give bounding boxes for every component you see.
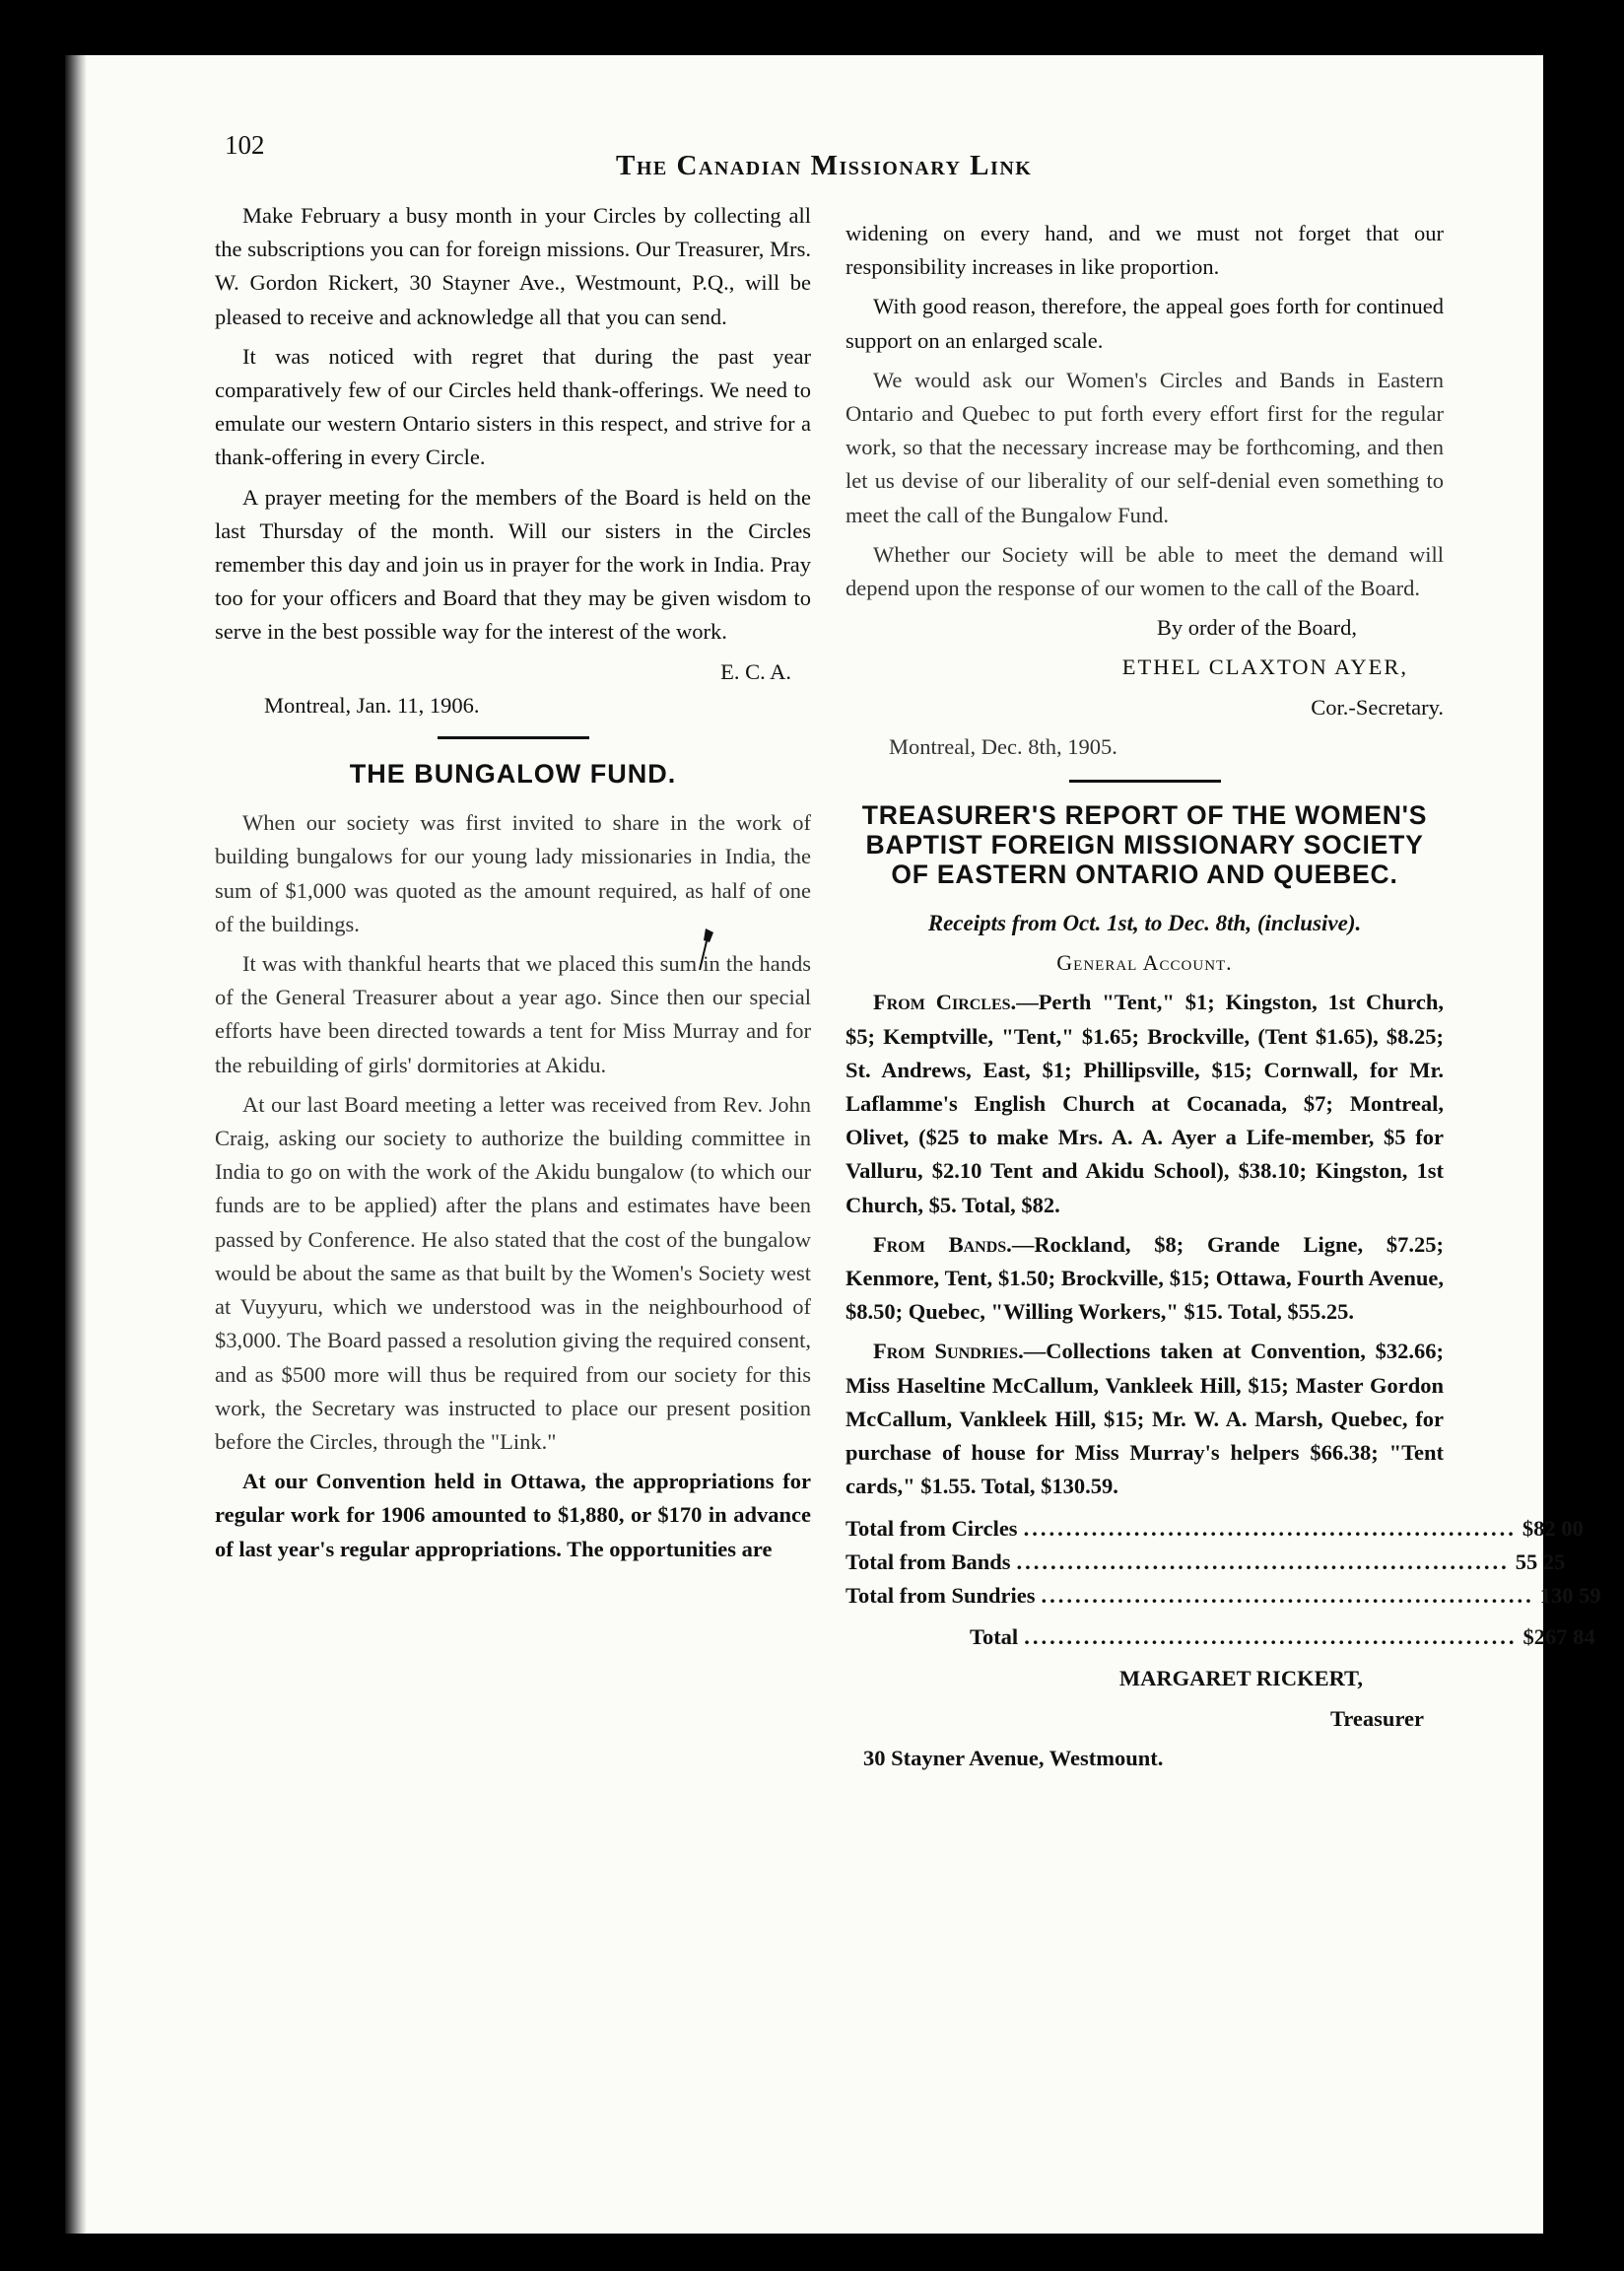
totals-row [846, 1512, 1584, 1546]
from-bands-entry [846, 1228, 1444, 1330]
leader-dots: .......................................................... [1024, 1624, 1518, 1650]
intro-paragraph: Make February a busy month in your Circles by collecting all the subscriptions you can for foreign missions. Our Treasurer, Mrs. W. Gordon Rickert, 30 Stayner Ave., Westmount, P.Q., will be pleased to receive and acknowledge all that you can send. [215, 203, 811, 329]
from-sundries-label: From Sundries. [873, 1339, 1024, 1364]
totals-amount: 55 25 [1515, 1548, 1566, 1574]
totals-dollar: $ [1522, 1515, 1534, 1541]
grand-total-row [846, 1620, 1595, 1654]
leader-dots: .......................................................... [1023, 1515, 1517, 1541]
grand-total-label: Total [970, 1624, 1019, 1650]
article-paragraph: widening on every hand, and we must not forget that our responsibility increases in like proportion. [846, 221, 1444, 280]
treasurer-address: 30 Stayner Avenue, Westmount. [863, 1745, 1164, 1770]
article-paragraph: With good reason, therefore, the appeal goes forth for continued support on an enlarged scale. [846, 294, 1444, 353]
article-paragraph: At our Convention held in Ottawa, the appropriations for regular work for 1906 amounted to $1,880, or $170 in advance of last year's regular appropriations. The opportunities are [215, 1469, 811, 1561]
right-column [846, 217, 1601, 1775]
report-title: TREASURER'S REPORT OF THE WOMEN'S BAPTIST FOREIGN MISSIONARY SOCIETY OF EASTERN ONTARIO AND QUEBEC. [861, 800, 1428, 890]
treasurer-name: MARGARET RICKERT, [1118, 1666, 1363, 1691]
signature-dateline: Montreal, Dec. 8th, 1905. [889, 733, 1117, 759]
treasurer-title: Treasurer [1330, 1705, 1424, 1731]
author-initials: E. C. A. [720, 658, 791, 684]
pencil-mark-icon [692, 927, 717, 972]
totals-amount: 82 00 [1533, 1515, 1584, 1541]
from-bands-text: —Rockland, $8; Grande Ligne, $7.25; Kenmore, Tent, $1.50; Brockville, $15; Ottawa, Fourth Avenue, $8.50; Quebec, "Willing Workers," $15. Total, $55.25. [846, 1231, 1444, 1325]
account-heading: General Account. [1056, 950, 1233, 976]
scan-edge [65, 55, 87, 2234]
totals-label: Total from Sundries [846, 1582, 1036, 1608]
totals-label: Total from Circles [846, 1515, 1018, 1541]
signature-name: ETHEL CLAXTON AYER, [1121, 654, 1408, 680]
from-bands-label: From Bands. [873, 1231, 1012, 1257]
from-circles-text: —Perth "Tent," $1; Kingston, 1st Church, $5; Kemptville, "Tent," $1.65; Brockville, (Tent $1.65), $8.25; St. Andrews, East, $1; Phillipsville, $15; Cornwall, for Mr. Laflamme's English Church at Cocanada, $7; Montreal, Olivet, ($25 to make Mrs. A. A. Ayer a Life-member, $5 for Valluru, $2.10 Tent and Akidu School), $38.10; Kingston, 1st Church, $5. Total, $82. [846, 990, 1444, 1217]
dateline-text: Montreal, Jan. 11, 1906. [264, 692, 480, 718]
totals-row [846, 1579, 1601, 1613]
grand-total-amount: $267 84 [1522, 1624, 1595, 1650]
signature-title: Cor.-Secretary. [1311, 694, 1444, 720]
intro-paragraph: It was noticed with regret that during the past year comparatively few of our Circles held thank-offerings. We need to emulate our western Ontario sisters in this respect, and strive for a thank-offering in every Circle. [215, 343, 811, 470]
from-sundries-text: —Collections taken at Convention, $32.66; Miss Haseltine McCallum, Vankleek Hill, $15; Master Gordon McCallum, Vankleek Hill, $15; Mr. W. A. Marsh, Quebec, for purchase of house for Miss Murray's helpers $66.38; "Tent cards," $1.55. Total, $130.59. [846, 1339, 1445, 1499]
totals-label: Total from Bands [846, 1548, 1011, 1574]
leader-dots: .......................................................... [1016, 1548, 1510, 1574]
dateline [215, 689, 811, 723]
receipts-line: Receipts from Oct. 1st, to Dec. 8th, (inclusive). [927, 911, 1362, 936]
leader-dots: .......................................................... [1041, 1582, 1534, 1608]
article-paragraph: We would ask our Women's Circles and Bands in Eastern Ontario and Quebec to put forth every effort first for the regular work, so that the necessary increase may be forthcoming, and then let us devise of our liberality of our self-denial even something to meet the call of the Bungalow Fund. [846, 367, 1444, 527]
article-paragraph: Whether our Society will be able to meet the demand will depend upon the response of our women to the call of the Board. [846, 541, 1444, 601]
article-paragraph: It was with thankful hearts that we placed this sum in the hands of the General Treasurer about a year ago. Since then our special efforts have been directed towards a tent for Miss Murray and for the rebuilding of girls' dormitories at Akidu. [215, 951, 811, 1077]
from-circles-label: From Circles. [873, 990, 1017, 1015]
totals-table [846, 1512, 1601, 1655]
totals-amount: 130 59 [1539, 1582, 1601, 1608]
divider-rule [1069, 780, 1221, 783]
from-circles-entry [846, 986, 1444, 1221]
intro-paragraph: A prayer meeting for the members of the Board is held on the last Thursday of the month. Will our sisters in the Circles remember this day and join us in prayer for the work in India. Pray too for your officers and Board that they may be given wisdom to serve in the best possible way for the interest of the work. [215, 484, 811, 645]
totals-row [846, 1546, 1566, 1579]
left-column [215, 199, 811, 1572]
page-number: 102 [225, 130, 265, 160]
section-title: THE BUNGALOW FUND. [349, 759, 677, 790]
article-paragraph: At our last Board meeting a letter was received from Rev. John Craig, asking our society to authorize the building committee in India to go on with the work of the Akidu bungalow (to which our funds are to be applied) after the plans and estimates have been passed by Conference. He also stated that the cost of the bungalow would be about the same as that built by the Women's Society west at Vuyyuru, which we understood was in the neighbourhood of $3,000. The Board passed a resolution giving the required consent, and as $500 more will thus be required from our society for this work, the Secretary was instructed to place our present position before the Circles, through the "Link." [215, 1091, 811, 1454]
magazine-title: The Canadian Missionary Link [616, 150, 1033, 181]
article-paragraph: When our society was first invited to share in the work of building bungalows for our young lady missionaries in India, the sum of $1,000 was quoted as the amount required, as half of one of the buildings. [215, 810, 811, 936]
from-sundries-entry [846, 1335, 1444, 1503]
divider-rule [438, 736, 589, 739]
signature-by-order: By order of the Board, [1156, 615, 1357, 641]
